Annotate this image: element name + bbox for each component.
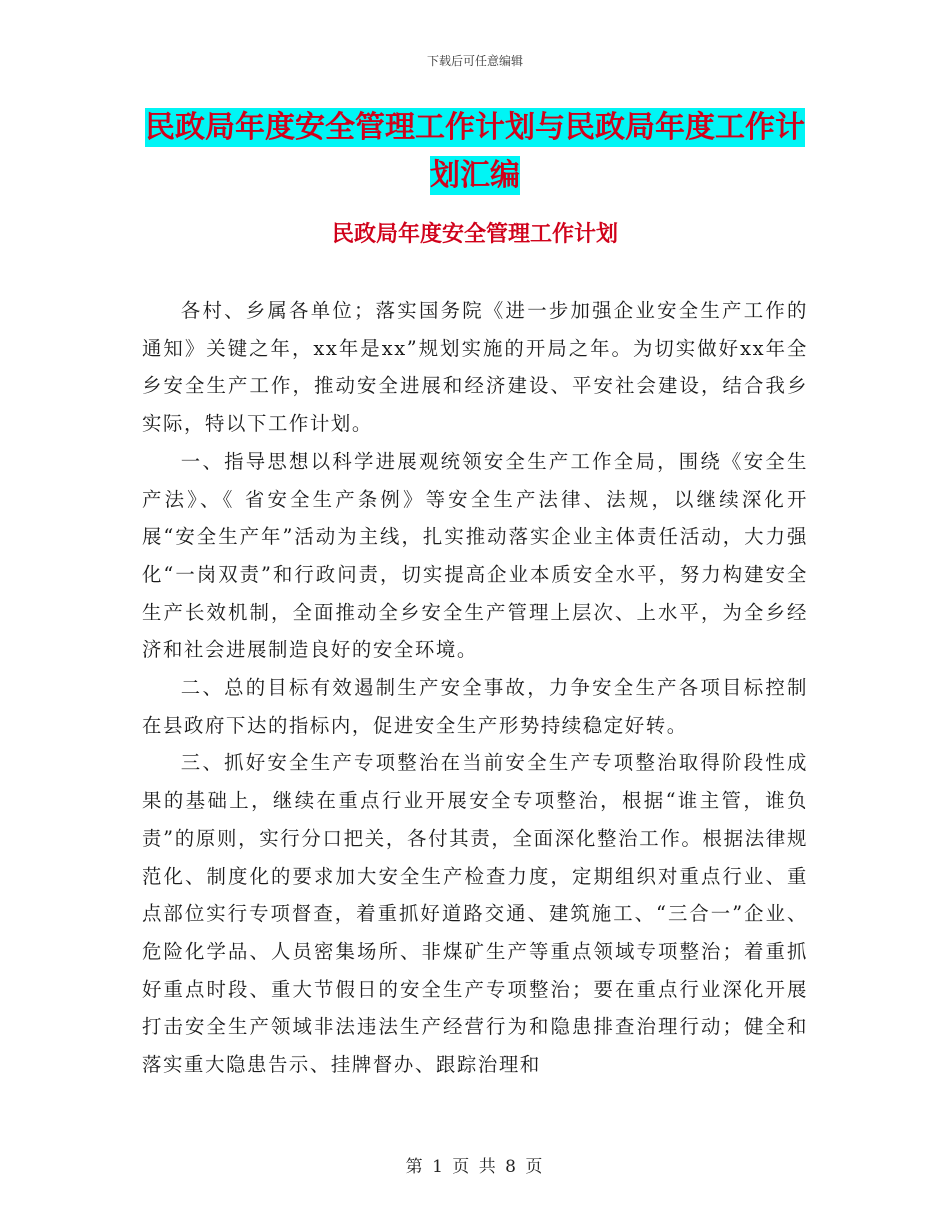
paragraph-intro: 各村、乡属各单位；落实国务院《进一步加强企业安全生产工作的通知》关键之年，xx年是xx”规划实施的开局之年。为切实做好xx年全乡安全生产工作，推动安全进展和经济建设、平安社会建设，结合我乡实际，特以下工作计划。	[142, 299, 808, 436]
document-title	[140, 104, 810, 200]
document-title-text: 民政局年度安全管理工作计划与民政局年度工作计划汇编	[145, 110, 805, 193]
paragraph-guiding-ideology: 一、指导思想以科学进展观统领安全生产工作全局，围绕《安全生产法》、《 省安全生产条例》等安全生产法律、法规，以继续深化开展“安全生产年”活动为主线，扎实推动落实企业主体责任活动，大力强化“一岗双责”和行政问责，切实提高企业本质安全水平，努力构建安全生产长效机制，全面推动全乡安全生产管理上层次、上水平，为全乡经济和社会进展制造良好的安全环境。	[142, 449, 808, 662]
page-header-note: 下载后可任意编辑	[426, 54, 523, 68]
document-body	[142, 292, 808, 1084]
section-title: 民政局年度安全管理工作计划	[331, 222, 618, 247]
paragraph-overall-goal: 二、总的目标有效遏制生产安全事故，力争安全生产各项目标控制在县政府下达的指标内，促进安全生产形势持续稳定好转。	[142, 676, 808, 737]
page-number-footer: 第 1 页 共 8 页	[405, 1157, 545, 1177]
paragraph-special-rectification: 三、抓好安全生产专项整治在当前安全生产专项整治取得阶段性成果的基础上，继续在重点行业开展安全专项整治，根据“谁主管，谁负责”的原则，实行分口把关，各付其责，全面深化整治工作。根据法律规范化、制度化的要求加大安全生产检查力度，定期组织对重点行业、重点部位实行专项督查，着重抓好道路交通、建筑施工、“三合一”企业、危险化学品、人员密集场所、非煤矿生产等重点领域专项整治；着重抓好重点时段、重大节假日的安全生产专项整治；要在重点行业深化开展打击安全生产领域非法违法生产经营行为和隐患排查治理行动；健全和落实重大隐患告示、挂牌督办、跟踪治理和	[142, 751, 808, 1077]
